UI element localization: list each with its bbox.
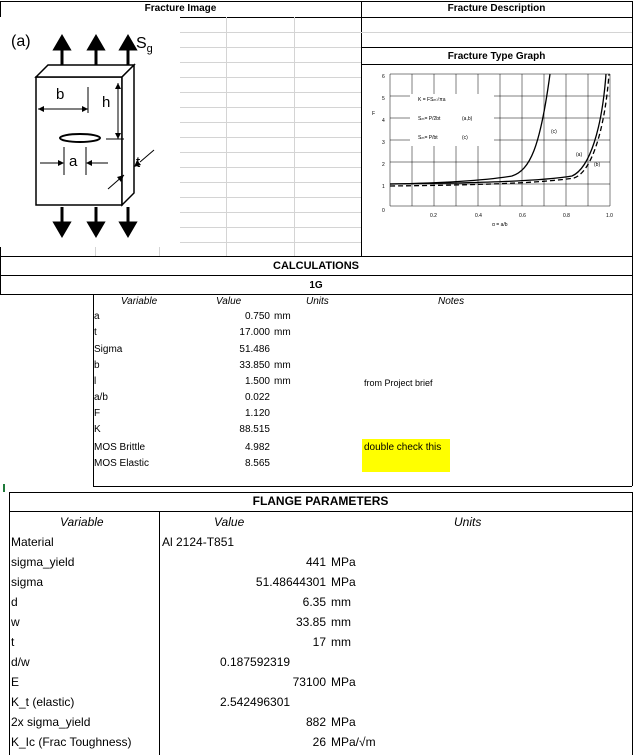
flange-variable: d [11, 595, 18, 609]
curve-label-c: (c) [551, 129, 557, 135]
calc-unit: mm [274, 311, 291, 322]
calc-variable: t [94, 327, 97, 338]
graph-x-tick-0.2: 0.2 [430, 213, 437, 219]
fracture-image-title: Fracture Image [144, 3, 217, 14]
flange-unit: MPa [331, 575, 356, 589]
calc-unit: mm [274, 327, 291, 338]
calc-header-units: Units [306, 296, 329, 307]
flange-variable: t [11, 635, 15, 649]
calc-variable: MOS Brittle [94, 442, 146, 453]
flange-unit: mm [331, 615, 351, 629]
graph-title-divider [361, 64, 632, 65]
calc-header-value: Value [216, 296, 242, 307]
graph-y-tick-1: 1 [382, 184, 385, 190]
flange-value: 33.85 [295, 615, 326, 629]
flange-value: Al 2124-T851 [162, 535, 235, 549]
graph-x-tick-0.6: 0.6 [519, 213, 526, 219]
a-label: a [69, 153, 78, 170]
calc-variable: b [94, 360, 100, 371]
calc-value: 1.120 [244, 408, 270, 419]
flange-variable: sigma_yield [11, 555, 75, 569]
graph-y-tick-0: 0 [382, 208, 385, 214]
calc-value: 88.515 [239, 424, 270, 435]
calc-header-variable: Variable [120, 296, 158, 307]
flange-value: 0.187592319 [220, 655, 291, 669]
flange-unit: MPa [331, 555, 356, 569]
fracture-type-graph-title: Fracture Type Graph [447, 51, 546, 62]
calculations-title: CALCULATIONS [273, 260, 359, 272]
panel-label: (a) [11, 33, 31, 50]
graph-x-tick-0.8: 0.8 [563, 213, 570, 219]
calc-value: 0.750 [244, 311, 270, 322]
calc-variable: Sigma [94, 344, 123, 355]
flange-unit: mm [331, 595, 351, 609]
flange-title: FLANGE PARAMETERS [252, 494, 389, 508]
flange-variable: d/w [11, 655, 30, 669]
flange-value: 441 [305, 555, 326, 569]
calc-note: from Project brief [364, 378, 433, 388]
calc-variable: a/b [94, 392, 108, 403]
calc-value: 51.486 [239, 344, 270, 355]
graph-eq1: K = FSₘ√πa [418, 97, 446, 103]
graph-y-axis-label: F [372, 111, 376, 117]
flange-header-variable: Variable [60, 515, 104, 529]
calc-variable: K [94, 424, 101, 435]
graph-eq3: Sₘ= P/bt [418, 135, 438, 141]
calc-unit: mm [274, 376, 291, 387]
flange-variable: K_t (elastic) [11, 695, 75, 709]
flange-variable: K_Ic (Frac Toughness) [11, 735, 132, 749]
graph-y-tick-6: 6 [382, 74, 385, 80]
border-top [0, 1, 632, 2]
t-label: t [136, 154, 141, 171]
graph-y-tick-2: 2 [382, 162, 385, 168]
graph-eq2: Sₘ= P/2bt [418, 116, 441, 122]
flange-variable: sigma [11, 575, 44, 589]
graph-x-tick-0.4: 0.4 [475, 213, 482, 219]
top-section-bottom [0, 256, 632, 257]
calculations-subtitle: 1G [309, 280, 323, 291]
calc-header-notes: Notes [438, 296, 465, 307]
fracture-type-graph [362, 68, 630, 236]
graph-y-tick-5: 5 [382, 96, 385, 102]
calc-note-highlighted: double check this [364, 442, 442, 453]
fracture-diagram [0, 17, 180, 247]
flange-variable: w [11, 615, 20, 629]
graph-x-axis-label: α = a/b [492, 222, 508, 228]
flange-unit: MPa/√m [331, 735, 376, 749]
flange-unit: mm [331, 635, 351, 649]
graph-eq2-tag: (a,b) [462, 116, 473, 122]
flange-value: 882 [305, 715, 326, 729]
flange-value: 6.35 [302, 595, 326, 609]
calc-value: 0.022 [244, 392, 270, 403]
flange-unit: MPa [331, 675, 356, 689]
graph-y-tick-3: 3 [382, 140, 385, 146]
flange-unit: MPa [331, 715, 356, 729]
sigma-label: $S_g$ [136, 35, 153, 56]
curve-label-b: (b) [594, 162, 601, 168]
graph-eq3-tag: (c) [462, 135, 468, 141]
calc-unit: mm [274, 360, 291, 371]
h-label: h [102, 94, 111, 111]
calc-value: 17.000 [239, 327, 270, 338]
flange-value: 2.542496301 [220, 695, 291, 709]
flange-value: 51.48644301 [255, 575, 326, 589]
calc-value: 33.850 [239, 360, 270, 371]
flange-variable: 2x sigma_yield [11, 715, 91, 729]
flange-variable: E [11, 675, 20, 689]
flange-header-units: Units [454, 515, 482, 529]
b-label: b [56, 86, 65, 103]
calc-variable: a [94, 311, 100, 322]
flange-value: 17 [312, 635, 326, 649]
curve-label-a: (a) [576, 152, 583, 158]
desc-divider [361, 47, 632, 48]
graph-x-tick-1.0: 1.0 [606, 213, 613, 219]
fracture-description-title: Fracture Description [447, 3, 546, 14]
calc-variable: MOS Elastic [94, 458, 150, 469]
flange-value: 26 [312, 735, 326, 749]
graph-y-tick-4: 4 [382, 118, 385, 124]
calc-value: 4.982 [244, 442, 270, 453]
flange-title-divider [9, 511, 632, 512]
cell-marker [3, 484, 5, 492]
flange-value: 73100 [292, 675, 326, 689]
flange-header-value: Value [214, 515, 245, 529]
calc-title-divider [0, 275, 632, 276]
calc-variable: l [94, 376, 97, 387]
calc-value: 1.500 [244, 376, 270, 387]
calc-value: 8.565 [244, 458, 270, 469]
flange-variable: Material [11, 535, 54, 549]
calc-variable: F [94, 408, 101, 419]
